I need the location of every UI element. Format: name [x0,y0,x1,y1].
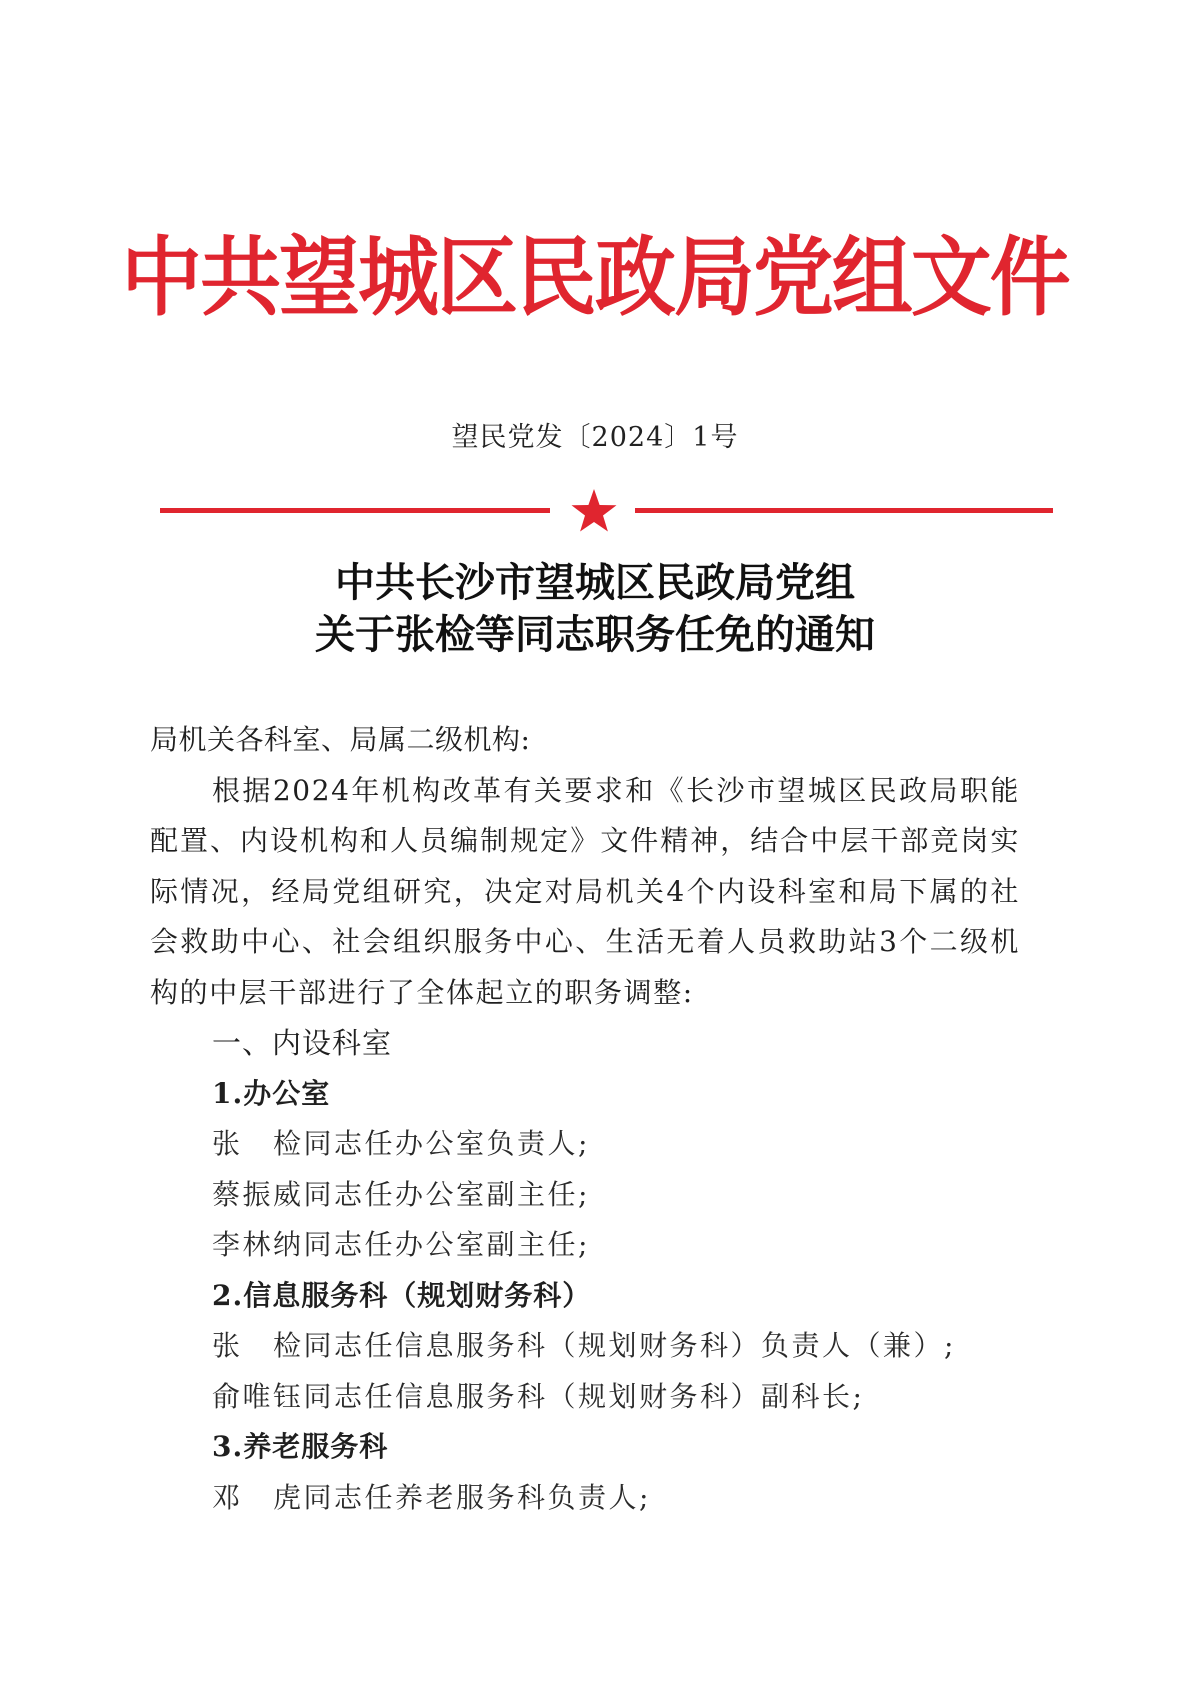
section-heading: 一、内设科室 [212,1026,393,1060]
appointment-line: 张 检同志任办公室负责人; [212,1127,590,1160]
appointment-line: 邓 虎同志任养老服务科负责人; [212,1480,651,1514]
divider-line-left [160,508,550,513]
document-body [150,715,1020,1523]
notice-title-line2: 关于张检等同志职务任免的通知 [315,612,875,658]
divider-line-right [635,508,1053,513]
appointment-line: 蔡振威同志任办公室副主任; [212,1177,590,1211]
unit-heading-elderly-service: 3.养老服务科 [212,1430,389,1463]
document-number: 望民党发〔2024〕1号 [451,422,739,453]
red-divider [160,488,1053,528]
notice-title [0,557,1190,661]
unit-heading-office: 1.办公室 [212,1076,331,1110]
appointment-line: 俞唯钰同志任信息服务科（规划财务科）副科长; [212,1379,865,1413]
notice-title-line1: 中共长沙市望城区民政局党组 [335,560,855,606]
appointment-line: 李林纳同志任办公室副主任; [212,1228,590,1261]
appointment-line: 张 检同志任信息服务科（规划财务科）负责人（兼）; [212,1329,956,1362]
salutation: 局机关各科室、局属二级机构: [150,723,531,756]
star-icon [570,488,618,532]
unit-heading-info-service: 2.信息服务科（规划财务科） [212,1278,592,1312]
intro-paragraph: 根据2024年机构改革有关要求和《长沙市望城区民政局职能配置、内设机构和人员编制规定》文件精神，结合中层干部竞岗实际情况，经局党组研究，决定对局机关4个内设科室和局下属的社会救助中心、社会组织服务中心、生活无着人员救助站3个二级机构的中层干部进行了全体起立的职务调整: [150,773,1020,1009]
document-masthead: 中共望城区民政局党组文件 [121,228,1069,328]
